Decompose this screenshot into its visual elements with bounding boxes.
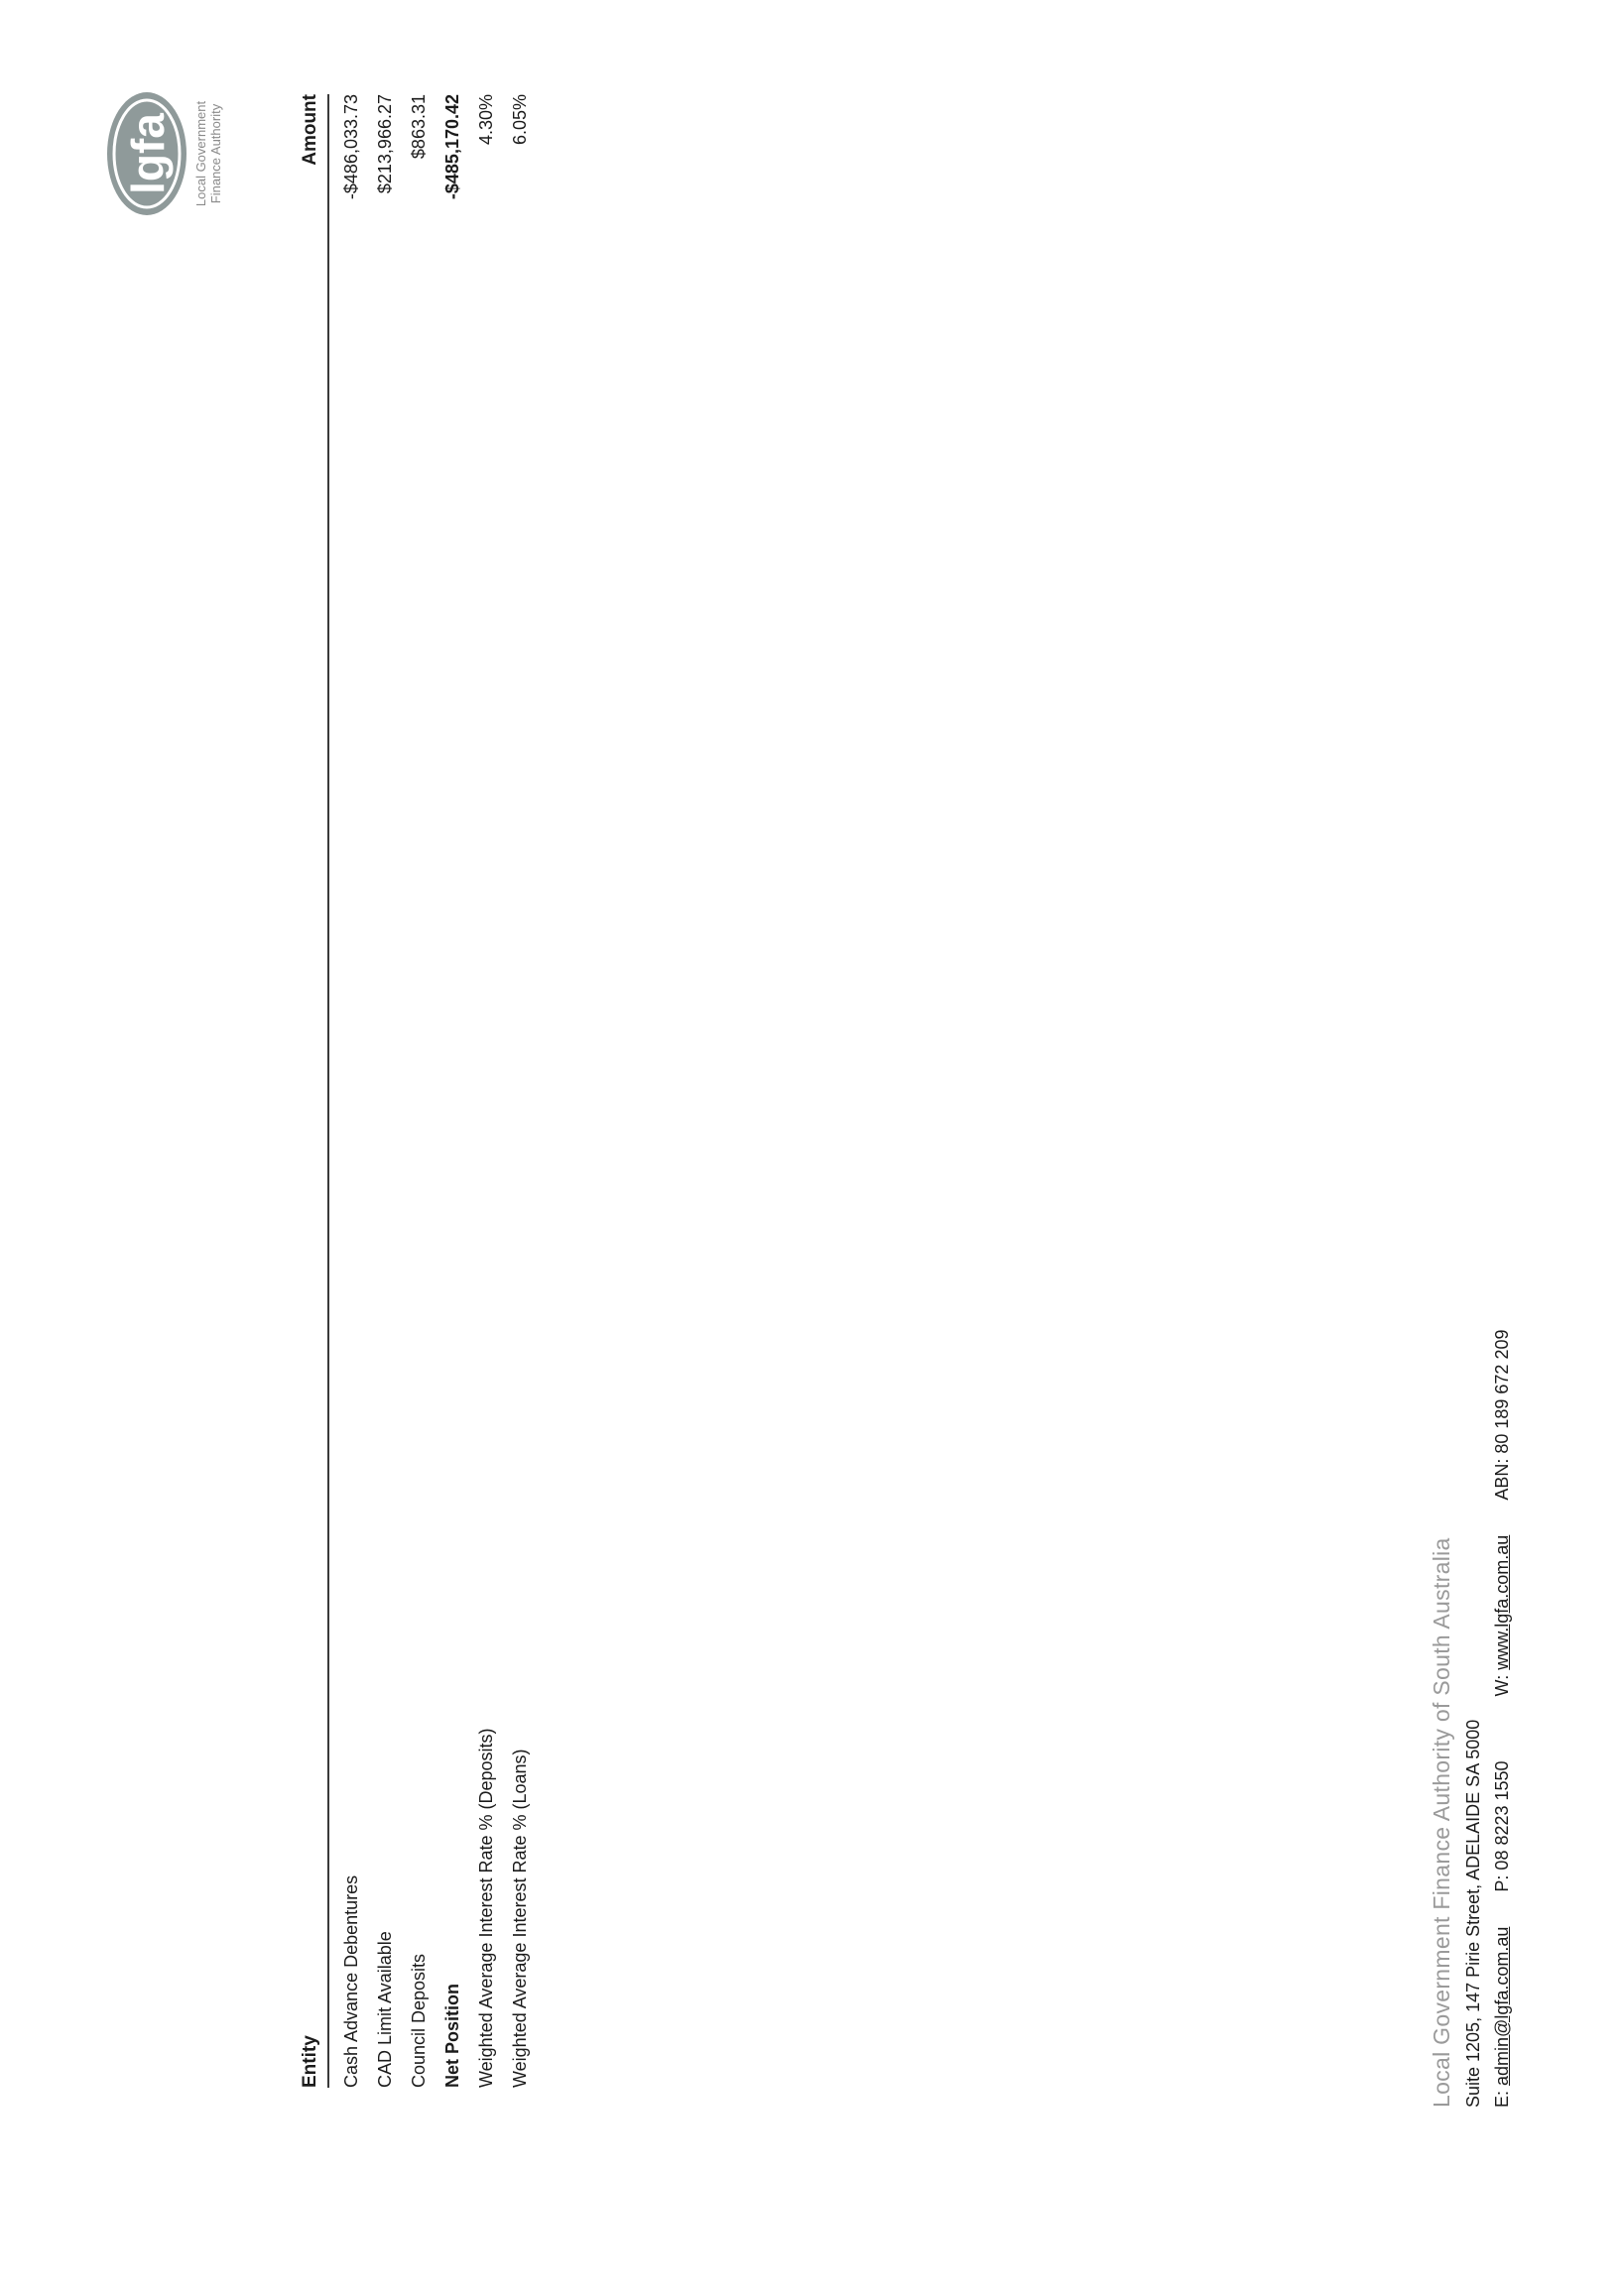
email-label: E: (1492, 2090, 1512, 2108)
phone-number: 08 8223 1550 (1492, 1760, 1512, 1871)
table-row-council-deposits (405, 94, 438, 2088)
cell-entity: Net Position (442, 1983, 462, 2088)
abn-number: 80 189 672 209 (1492, 1329, 1512, 1454)
footer-org-name: Local Government Finance Authority of South Australia (1429, 1537, 1454, 2108)
cell-entity: Weighted Average Interest Rate % (Deposits) (476, 1728, 496, 2088)
lgfa-logo-icon (99, 74, 248, 223)
footer-abn (1492, 1300, 1512, 1501)
cell-entity: Council Deposits (409, 1953, 429, 2088)
cell-entity: Weighted Average Interest Rate % (Loans) (510, 1749, 530, 2088)
logo-caption (193, 84, 223, 223)
table-row-cash-advance-debentures (337, 94, 371, 2088)
web-link[interactable]: www.lgfa.com.au (1492, 1534, 1512, 1670)
cell-entity: Cash Advance Debentures (341, 1874, 361, 2088)
page-footer (1429, 620, 1513, 2108)
column-header-entity: Entity (300, 2035, 320, 2088)
footer-email (1492, 1922, 1512, 2108)
statement-table (288, 94, 540, 2088)
logo-caption-line1: Local Government (193, 100, 208, 207)
table-row-rate-loans (506, 94, 540, 2088)
footer-phone (1492, 1726, 1512, 1891)
email-link[interactable]: admin@lgfa.com.au (1492, 1926, 1512, 2086)
footer-web (1492, 1530, 1512, 1697)
table-header (288, 94, 329, 2088)
phone-label: P: (1492, 1874, 1512, 1892)
table-row-rate-deposits (472, 94, 506, 2088)
footer-contacts (1492, 620, 1513, 2108)
cell-amount: -$486,033.73 (341, 94, 361, 200)
logo-text: lgfa (122, 113, 174, 194)
cell-amount: -$485,170.42 (442, 94, 462, 200)
footer-address: Suite 1205, 147 Pirie Street, ADELAIDE SA 5000 (1463, 1719, 1483, 2108)
cell-entity: CAD Limit Available (375, 1931, 395, 2088)
web-label: W: (1492, 1674, 1512, 1697)
column-header-amount: Amount (300, 94, 320, 166)
cell-amount: $863.31 (409, 94, 429, 160)
cell-amount: 4.30% (476, 94, 496, 146)
logo-caption-line2: Finance Authority (208, 103, 223, 204)
cell-amount: $213,966.27 (375, 94, 395, 194)
cell-amount: 6.05% (510, 94, 530, 146)
abn-label: ABN: (1492, 1458, 1512, 1501)
table-row-net-position (438, 94, 472, 2088)
lgfa-logo (99, 74, 248, 223)
table-body (329, 94, 540, 2088)
table-row-cad-limit-available (371, 94, 405, 2088)
